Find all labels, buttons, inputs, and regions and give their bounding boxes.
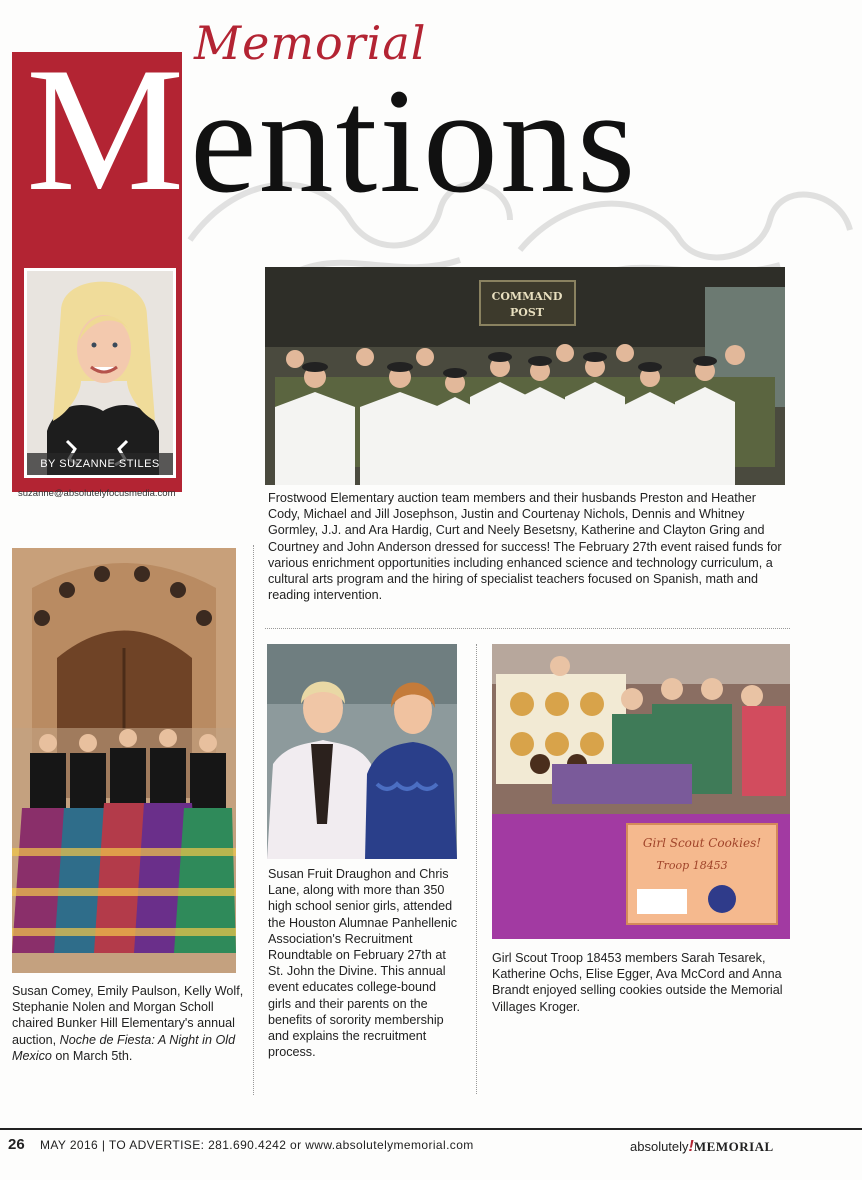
brand-name: MEMORIAL — [693, 1139, 774, 1154]
footer-info: MAY 2016 | TO ADVERTISE: 281.690.4242 or www.absolutelymemorial.com — [40, 1138, 474, 1152]
girl-scouts-image — [492, 644, 790, 939]
brand-mark: ! — [688, 1138, 694, 1155]
caption-fiesta-date: on March 5th. — [51, 1048, 133, 1063]
caption-girl-scouts: Girl Scout Troop 18453 members Sarah Tesarek, Katherine Ochs, Elise Egger, Ava McCord and Anna Brandt enjoyed selling cookies outside the Memorial Villages Kroger. — [492, 951, 783, 1014]
photo-panhellenic — [267, 644, 457, 859]
column-divider — [253, 545, 254, 1095]
author-photo — [24, 268, 176, 478]
photo-girl-scouts — [492, 644, 790, 939]
footer-rule — [0, 1128, 862, 1130]
fiesta-chairs-image — [12, 548, 236, 973]
author-email[interactable]: suzanne@absolutelyfocusmedia.com — [18, 488, 176, 499]
svg-text:COMMAND: COMMAND — [491, 290, 563, 303]
author-byline: BY SUZANNE STILES — [27, 453, 173, 475]
svg-text:Girl Scout Cookies!: Girl Scout Cookies! — [642, 836, 762, 850]
section-divider — [265, 628, 790, 629]
panhellenic-image — [267, 644, 457, 859]
auction-team-image — [265, 267, 785, 485]
svg-text:Troop 18453: Troop 18453 — [656, 859, 728, 872]
page-number: 26 — [8, 1136, 25, 1153]
caption-fiesta-chairs — [12, 983, 244, 1064]
title-initial: M — [26, 30, 185, 228]
brand-word: absolutely — [630, 1139, 689, 1154]
photo-auction-team — [265, 267, 785, 485]
author-portrait — [27, 271, 176, 478]
caption-fiesta-event: Noche de Fiesta: A Night in Old Mexico — [12, 1032, 236, 1063]
column-divider — [476, 644, 477, 1094]
footer-brand — [630, 1138, 774, 1156]
svg-text:POST: POST — [510, 306, 544, 319]
page-footer — [0, 1137, 862, 1159]
photo-fiesta-chairs — [12, 548, 236, 973]
caption-panhellenic: Susan Fruit Draughon and Chris Lane, along with more than 350 high school senior girls, attended the Houston Alumnae Panhellenic Association's Recruitment Roundtable on February 27th at St. John the Divine. This annual event educates college-bound girls and their parents on the benefits of sorority membership and explains the recruitment process. — [268, 867, 458, 1060]
title-script: Memorial — [194, 16, 427, 70]
title-main: entions — [190, 58, 638, 224]
caption-auction-team: Frostwood Elementary auction team members and their husbands Preston and Heather Cody, Michael and Jill Josephson, Justin and Courtenay Nichols, Dennis and Whitney Gormley, J.J. and Ara Hardig, Curt and Neely Besetsny, Katherine and Clayton Gring and Courtney and John Anderson dressed for success! The February 27th event raised funds for various enrichment opportunities including enhanced science and technology curriculum, a cultural arts program and the hiring of specialist teachers focused on Spanish, math and reading intervention. — [268, 491, 782, 603]
caption-fiesta-text: Susan Comey, Emily Paulson, Kelly Wolf, Stephanie Nolen and Morgan Scholl chaired Bunker Hill Elementary's annual auction, — [12, 984, 244, 1047]
